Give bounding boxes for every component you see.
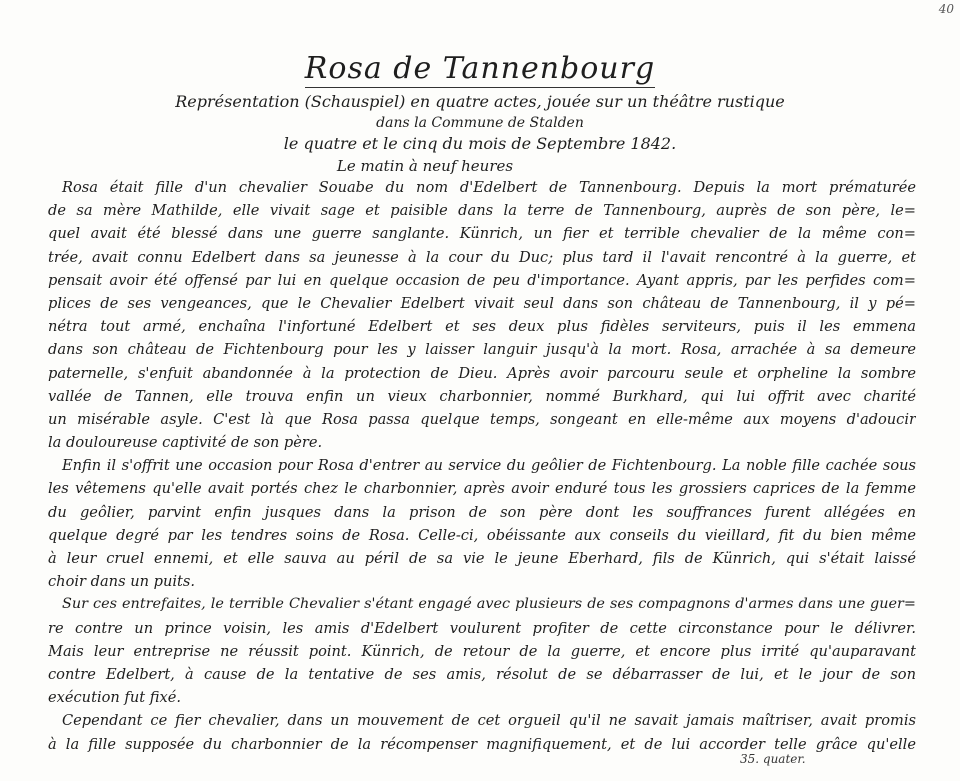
text-line: de sa mère Mathilde, elle vivait sage et paisible dans la terre de Tannenbourg, auprès de son père, le= xyxy=(48,202,916,220)
footer-note: 35. quater. xyxy=(740,752,806,766)
text-line: Enfin il s'offrit une occasion pour Rosa d'entrer au service du geôlier de Fichtenbourg. La noble fille cachée sous xyxy=(62,457,916,475)
title-text: Rosa de Tannenbourg xyxy=(304,51,656,86)
text-line: dans son château de Fichtenbourg pour les y laisser languir jusqu'à la mort. Rosa, arrachée à sa demeure xyxy=(48,341,916,359)
text-line: quelque degré par les tendres soins de Rosa. Celle-ci, obéissante aux conseils du vieillard, fit du bien même xyxy=(48,526,916,544)
text-line: contre Edelbert, à cause de la tentative de ses amis, résolut de se débarrasser de lui, et le jour de son xyxy=(48,665,916,683)
text-line: la douloureuse captivité de son père. xyxy=(48,434,323,452)
text-line: à leur cruel ennemi, et elle sauva au péril de sa vie le jeune Eberhard, fils de Künrich, qui s'était laissé xyxy=(48,550,916,567)
text-line: Rosa était fille d'un chevalier Souabe du nom d'Edelbert de Tannenbourg. Depuis la mort prématurée xyxy=(62,179,916,196)
page-number: 40 xyxy=(938,2,954,16)
text-line: pensait avoir été offensé par lui en quelque occasion de peu d'importance. Ayant appris, par les perfides com= xyxy=(48,271,916,289)
text-line: trée, avait connu Edelbert dans sa jeunesse à la cour du Duc; plus tard il l'avait rencontré à la guerre, et xyxy=(48,248,916,266)
text-line: vallée de Tannen, elle trouva enfin un vieux charbonnier, nommé Burkhard, qui lui offrit avec charité xyxy=(48,387,916,405)
manuscript-body xyxy=(48,176,916,756)
subtitle-line-4: Le matin à neuf heures xyxy=(336,157,514,175)
subtitle-line-2: dans la Commune de Stalden xyxy=(376,115,584,131)
subtitle-line-3: le quatre et le cinq du mois de Septembre 1842. xyxy=(283,134,677,153)
text-line: plices de ses vengeances, que le Chevalier Edelbert vivait seul dans son château de Tannenbourg, il y pé= xyxy=(48,294,916,312)
text-line: Sur ces entrefaites, le terrible Chevalier s'étant engagé avec plusieurs de ses compagnons d'armes dans une guer= xyxy=(62,596,916,613)
text-line: quel avait été blessé dans une guerre sanglante. Künrich, un fier et terrible chevalier de la même con= xyxy=(48,225,916,243)
text-line: du geôlier, parvint enfin jusques dans la prison de son père dont les souffrances furent allégées en xyxy=(48,503,916,521)
text-line: paternelle, s'enfuit abandonnée à la protection de Dieu. Après avoir parcouru seule et orpheline la sombre xyxy=(48,364,916,382)
text-line: les vêtemens qu'elle avait portés chez le charbonnier, après avoir enduré tous les grossiers caprices de la femme xyxy=(48,480,916,498)
text-line: Cependant ce fier chevalier, dans un mouvement de cet orgueil qu'il ne savait jamais maîtriser, avait promis xyxy=(62,712,916,730)
text-line: re contre un prince voisin, les amis d'Edelbert voulurent profiter de cette circonstance pour le délivrer. xyxy=(48,619,916,637)
document-title xyxy=(0,52,960,88)
text-line: Mais leur entreprise ne réussit point. Künrich, de retour de la guerre, et encore plus irrité qu'auparavant xyxy=(48,642,916,660)
text-line: exécution fut fixé. xyxy=(48,689,181,707)
text-line: un misérable asyle. C'est là que Rosa passa quelque temps, songeant en elle-même aux moyens d'adoucir xyxy=(48,410,916,428)
text-line: à la fille supposée du charbonnier de la récompenser magnifiquement, et de lui accorder telle grâce qu'elle xyxy=(48,735,916,753)
subtitle-line-1: Représentation (Schauspiel) en quatre actes, jouée sur un théâtre rustique xyxy=(175,92,785,111)
text-line: nétra tout armé, enchaîna l'infortuné Edelbert et ses deux plus fidèles serviteurs, puis il les emmena xyxy=(48,318,916,336)
text-line: choir dans un puits. xyxy=(48,573,196,591)
